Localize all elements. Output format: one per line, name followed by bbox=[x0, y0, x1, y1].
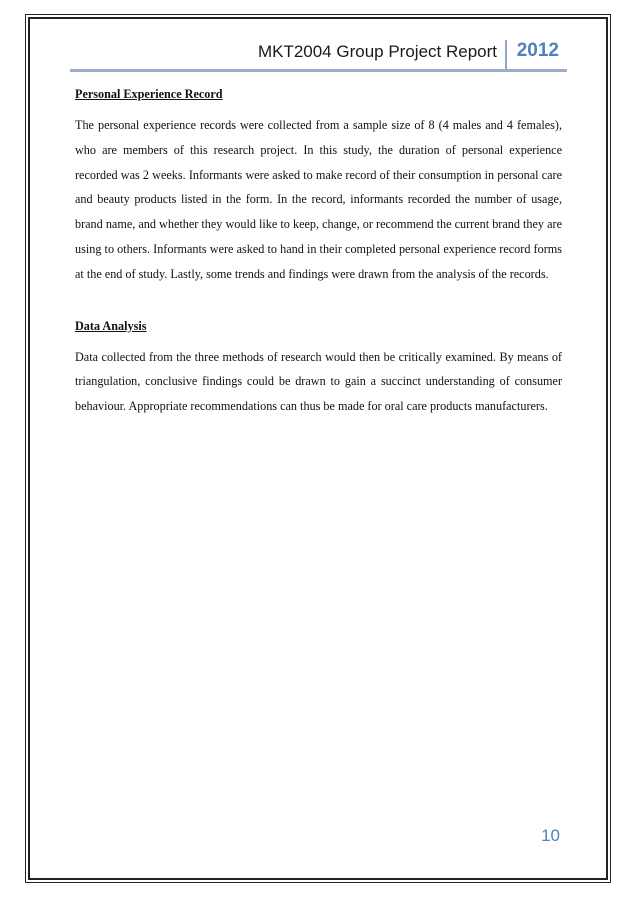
header-separator bbox=[505, 40, 507, 70]
header-year: 2012 bbox=[516, 40, 559, 61]
header-title: MKT2004 Group Project Report bbox=[257, 42, 497, 61]
section-personal-experience-record bbox=[75, 85, 562, 287]
section-paragraph: Data collected from the three methods of research would then be critically examined. By means of triangulation, conclusive findings could be drawn to gain a succinct understanding of consumer behaviour. Appropriate recommendations can thus be made for oral care products manufacturers. bbox=[75, 349, 562, 414]
section-paragraph: The personal experience records were collected from a sample size of 8 (4 males and 4 females), who are members of this research project. In this study, the duration of personal experience recorded was 2 weeks. Informants were asked to make record of their consumption in personal care and beauty products listed in the form. In the record, informants recorded the number of usage, brand name, and whether they would like to keep, change, or recommend the current brand they are using to others. Informants were asked to hand in their completed personal experience record forms at the end of study. Lastly, some trends and findings were drawn from the analysis of the records. bbox=[75, 118, 562, 281]
header-rule bbox=[70, 69, 567, 72]
page-header bbox=[70, 40, 567, 72]
page-content bbox=[75, 85, 562, 419]
section-data-analysis bbox=[75, 317, 562, 419]
section-heading: Data Analysis bbox=[75, 318, 147, 333]
section-heading: Personal Experience Record bbox=[75, 87, 223, 101]
page-number: 10 bbox=[541, 826, 560, 845]
